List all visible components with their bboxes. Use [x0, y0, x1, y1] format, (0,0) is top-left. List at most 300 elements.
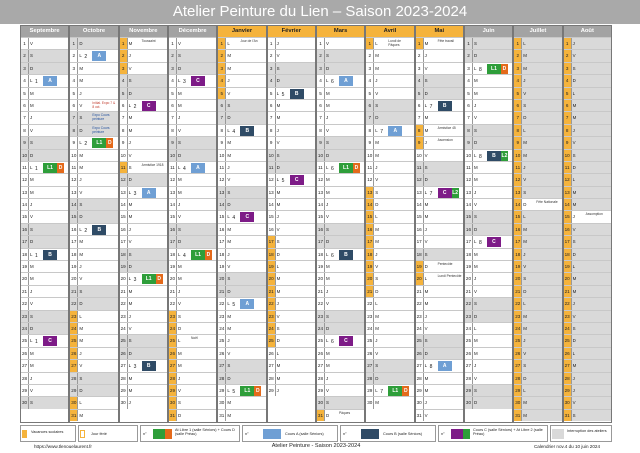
day-cell [564, 62, 611, 74]
course-L1-badge[interactable]: L1 [487, 64, 501, 74]
day-letter: L [375, 214, 378, 220]
day-cell [21, 272, 68, 284]
session-number: 3 [133, 190, 137, 197]
day-letter: L [79, 400, 82, 406]
day-letter: V [325, 387, 329, 393]
day-cell [21, 396, 68, 408]
footer-url[interactable]: https://www.tlenouelaurent.fr [34, 444, 92, 449]
day-number: 9 [218, 137, 226, 148]
day-letter: J [375, 338, 378, 344]
day-cell [416, 136, 463, 148]
day-number: 25 [416, 335, 424, 346]
day-cell [169, 248, 216, 260]
course-A-badge[interactable]: A [240, 299, 254, 309]
course-L1-badge[interactable]: L1 [142, 274, 156, 284]
course-D-badge[interactable]: D [108, 140, 112, 147]
day-cell [218, 74, 265, 86]
day-number: 10 [21, 150, 29, 161]
l1-swatch [153, 429, 165, 439]
day-letter: M [572, 288, 577, 294]
day-number: 3 [317, 63, 325, 74]
day-letter: M [227, 152, 231, 158]
day-letter: M [572, 276, 577, 282]
legend-vacances [20, 425, 76, 442]
day-cell [564, 74, 611, 86]
course-L1-badge[interactable]: L1 [43, 163, 57, 173]
day-cell [465, 74, 512, 86]
day-letter: J [375, 78, 378, 84]
day-number: 26 [21, 348, 29, 359]
day-number: 27 [416, 360, 424, 371]
day-number: 17 [366, 236, 374, 247]
day-number: 16 [366, 224, 374, 235]
day-number: 6 [564, 100, 572, 111]
day-letter: M [325, 264, 330, 270]
day-letter: S [177, 53, 181, 59]
day-cell [564, 396, 611, 408]
day-number: 3 [366, 63, 374, 74]
session-number: 3 [182, 79, 186, 86]
day-cell [514, 285, 561, 297]
day-cell [416, 124, 463, 136]
day-number: 2 [218, 50, 226, 61]
day-letter: M [424, 127, 429, 133]
day-cell [514, 347, 561, 359]
day-number: 21 [564, 286, 572, 297]
day-number: 29 [317, 385, 325, 396]
day-number: 14 [465, 199, 473, 210]
course-D-badge[interactable]: D [58, 164, 63, 171]
l2-swatch [463, 429, 470, 439]
course-B-badge[interactable]: B [142, 361, 156, 371]
day-cell [169, 334, 216, 346]
day-number: 5 [169, 88, 177, 99]
course-D-badge[interactable]: D [354, 164, 359, 171]
course-D-badge[interactable]: D [157, 276, 161, 283]
day-cell [366, 136, 413, 148]
day-number: 28 [218, 373, 226, 384]
course-C-badge[interactable]: C [438, 188, 452, 198]
course-L2-badge[interactable]: L2 [501, 152, 508, 159]
day-number: 4 [465, 75, 473, 86]
day-cell [169, 210, 216, 222]
day-letter: S [177, 400, 181, 406]
day-cell [564, 198, 611, 210]
day-cell [465, 310, 512, 322]
course-B-badge[interactable]: B [92, 225, 106, 235]
day-number: 27 [70, 360, 78, 371]
day-number: 9 [70, 137, 78, 148]
day-cell [317, 272, 364, 284]
course-D-badge[interactable]: D [206, 251, 211, 258]
course-B-badge[interactable]: B [339, 250, 353, 260]
day-cell [564, 99, 611, 111]
course-A-badge[interactable]: A [142, 188, 156, 198]
day-letter: D [276, 78, 280, 84]
day-cell [366, 334, 413, 346]
course-B-badge[interactable]: B [43, 250, 57, 260]
day-number: 15 [514, 211, 522, 222]
day-number: 12 [366, 174, 374, 185]
day-cell [218, 49, 265, 61]
day-cell [366, 359, 413, 371]
day-number: 7 [317, 112, 325, 123]
day-letter: L [177, 338, 181, 344]
day-letter: L [79, 313, 82, 319]
day-cell [465, 248, 512, 260]
day-cell [366, 347, 413, 359]
day-cell [218, 161, 265, 173]
session-number: 7 [429, 190, 433, 197]
day-letter: M [523, 412, 527, 418]
day-cell [465, 149, 512, 161]
day-number: 17 [268, 236, 276, 247]
page-title: Atelier Peinture du Lien – Saison 2023-2024 [172, 3, 468, 20]
day-letter: V [523, 177, 527, 183]
day-cell [564, 186, 611, 198]
day-cell [465, 372, 512, 384]
day-cell [317, 87, 364, 99]
day-number: 24 [120, 323, 128, 334]
course-C-badge[interactable]: C [339, 336, 353, 346]
day-number: 21 [218, 286, 226, 297]
day-letter: M [276, 202, 281, 208]
day-number: 20 [21, 273, 29, 284]
day-letter: L [79, 226, 82, 232]
day-letter: D [177, 412, 182, 418]
day-number: 4 [70, 75, 78, 86]
day-cell [416, 359, 463, 371]
day-letter: V [177, 41, 181, 46]
day-number: 28 [465, 373, 473, 384]
day-letter: M [30, 363, 34, 369]
day-number: 6 [416, 100, 424, 111]
course-L1-badge[interactable]: L1 [388, 386, 402, 396]
day-cell [366, 248, 413, 260]
course-C-badge[interactable]: C [142, 101, 156, 111]
day-letter: M [375, 313, 379, 319]
day-number: 27 [564, 360, 572, 371]
day-cell [120, 124, 167, 136]
course-C-badge[interactable]: C [487, 237, 501, 247]
day-cell [317, 409, 364, 421]
day-cell [416, 111, 463, 123]
day-number: 26 [268, 348, 276, 359]
course-A-badge[interactable]: A [339, 76, 353, 86]
day-cell [416, 235, 463, 247]
course-A-badge[interactable]: A [388, 126, 402, 136]
day-cell [317, 186, 364, 198]
course-L1-badge[interactable]: L1 [339, 163, 353, 173]
course-L1-badge[interactable]: L1 [240, 386, 254, 396]
day-cell [120, 235, 167, 247]
day-cell [120, 99, 167, 111]
day-letter: J [473, 276, 477, 282]
day-letter: M [375, 140, 379, 146]
day-cell [564, 334, 611, 346]
day-cell [416, 334, 463, 346]
day-letter: M [276, 288, 281, 294]
day-number: 6 [268, 100, 276, 111]
day-letter: M [30, 350, 34, 356]
day-letter: L [375, 127, 378, 133]
course-C-badge[interactable]: C [191, 76, 205, 86]
day-number: 4 [514, 75, 522, 86]
day-letter: S [79, 115, 83, 121]
day-letter: M [177, 189, 182, 195]
day-cell [465, 359, 512, 371]
course-L1-badge[interactable]: L1 [191, 250, 205, 260]
day-letter: J [79, 177, 82, 183]
day-cell [564, 223, 611, 235]
day-letter: L [325, 338, 329, 344]
day-cell [514, 149, 561, 161]
day-letter: S [424, 78, 428, 84]
day-number: 16 [416, 224, 424, 235]
day-cell [218, 297, 265, 309]
day-letter: M [177, 363, 182, 369]
day-letter: S [424, 338, 428, 344]
day-number: 29 [218, 385, 226, 396]
day-letter: V [375, 264, 379, 270]
day-letter: M [227, 412, 231, 418]
course-A-badge[interactable]: A [43, 76, 57, 86]
day-cell [564, 384, 611, 396]
day-cell [268, 136, 315, 148]
day-letter: V [79, 189, 83, 195]
day-letter: M [523, 400, 527, 406]
day-cell [70, 161, 117, 173]
course-L1-badge[interactable]: L1 [92, 138, 106, 148]
day-letter: J [276, 387, 279, 393]
day-number: 17 [169, 236, 177, 247]
day-number: 7 [218, 112, 226, 123]
day-cell [465, 136, 512, 148]
day-number: 18 [416, 249, 424, 260]
day-letter: S [30, 53, 33, 59]
session-number: 1 [35, 165, 38, 172]
day-number: 12 [218, 174, 226, 185]
day-cell [317, 198, 364, 210]
day-cell [70, 396, 117, 408]
day-cell [268, 322, 315, 334]
day-letter: M [128, 214, 133, 220]
day-letter: M [424, 41, 429, 46]
day-letter: J [30, 375, 33, 381]
day-number: 16 [120, 224, 128, 235]
day-number: 9 [416, 137, 424, 148]
day-cell [21, 322, 68, 334]
day-letter: D [375, 375, 379, 381]
day-letter: V [424, 412, 428, 418]
day-cell [366, 384, 413, 396]
day-cell [465, 272, 512, 284]
day-number: 30 [317, 397, 325, 408]
day-letter: J [128, 400, 131, 406]
course-B-badge[interactable]: B [438, 101, 452, 111]
title-bar [0, 0, 640, 24]
course-B-badge[interactable]: B [290, 89, 304, 99]
day-number: 16 [268, 224, 276, 235]
day-cell [21, 149, 68, 161]
day-cell [218, 248, 265, 260]
day-number: 3 [169, 63, 177, 74]
course-A-badge[interactable]: A [191, 163, 205, 173]
day-letter: D [128, 177, 132, 183]
day-letter: L [325, 78, 329, 84]
day-cell [70, 384, 117, 396]
day-letter: S [523, 276, 527, 282]
day-number: 18 [169, 249, 177, 260]
day-cell [564, 409, 611, 421]
day-cell [317, 37, 364, 49]
day-letter: S [325, 140, 329, 146]
day-number: 22 [465, 298, 473, 309]
day-letter: J [523, 338, 526, 344]
course-D-badge[interactable]: D [256, 387, 260, 394]
day-note: Ascension [437, 138, 453, 143]
day-number: 21 [416, 286, 424, 297]
day-letter: J [523, 164, 526, 170]
day-cell [514, 111, 561, 123]
day-number: 26 [70, 348, 78, 359]
day-note: Expo Cours peinture [92, 125, 110, 134]
day-cell [465, 99, 512, 111]
month-4 [217, 25, 266, 423]
day-cell [120, 396, 167, 408]
course-D-badge[interactable]: D [403, 387, 408, 394]
day-number: 5 [564, 88, 572, 99]
day-number: 21 [366, 286, 374, 297]
day-number: 27 [21, 360, 29, 371]
day-letter: L [128, 102, 132, 108]
course-A-badge[interactable]: A [92, 51, 106, 61]
day-cell [514, 359, 561, 371]
day-cell [218, 372, 265, 384]
day-number: 17 [317, 236, 325, 247]
interruption-swatch [552, 429, 564, 439]
session-number: 8 [478, 66, 482, 73]
day-cell [514, 248, 561, 260]
day-number: 1 [514, 38, 522, 49]
day-cell [514, 260, 561, 272]
day-cell [416, 149, 463, 161]
day-letter: L [276, 177, 280, 183]
day-number: 30 [70, 397, 78, 408]
day-number: 12 [268, 174, 276, 185]
legend-a-n: n° [245, 432, 249, 436]
day-letter: L [375, 301, 378, 307]
day-number: 11 [268, 162, 276, 173]
day-letter: S [128, 251, 132, 257]
day-cell [218, 37, 265, 49]
day-cell [70, 173, 117, 185]
day-cell [366, 186, 413, 198]
day-number: 15 [564, 211, 572, 222]
day-number: 3 [564, 63, 572, 74]
day-letter: M [79, 164, 83, 170]
day-cell [564, 136, 611, 148]
day-cell [120, 272, 167, 284]
course-C-badge[interactable]: C [43, 336, 57, 346]
day-cell [564, 87, 611, 99]
day-letter: S [30, 226, 33, 232]
course-B-badge[interactable]: B [240, 126, 254, 136]
day-cell [564, 124, 611, 136]
day-cell [268, 334, 315, 346]
day-number: 12 [465, 174, 473, 185]
day-number: 14 [317, 199, 325, 210]
footer-version: Calendrier nov.4 du 10 juin 2024 [533, 444, 600, 449]
day-number: 25 [268, 335, 276, 346]
course-D-badge[interactable]: D [502, 65, 507, 72]
day-number: 18 [21, 249, 29, 260]
course-B-badge[interactable]: B [487, 151, 501, 161]
course-L2-badge[interactable]: L2 [452, 189, 459, 196]
day-cell [21, 37, 68, 49]
day-number: 17 [21, 236, 29, 247]
day-letter: V [325, 127, 329, 133]
day-cell [416, 248, 463, 260]
day-letter: J [276, 301, 279, 307]
day-number: 11 [564, 162, 572, 173]
day-cell [169, 149, 216, 161]
day-letter: S [523, 363, 527, 369]
course-C-badge[interactable]: C [240, 212, 254, 222]
day-number: 8 [416, 125, 424, 136]
session-number: 8 [478, 240, 482, 247]
session-number: 4 [232, 128, 236, 135]
day-number: 11 [317, 162, 325, 173]
day-number: 31 [317, 410, 325, 421]
day-cell [317, 62, 364, 74]
day-cell [465, 124, 512, 136]
day-cell [416, 186, 463, 198]
session-number: 1 [35, 339, 38, 346]
day-number: 18 [564, 249, 572, 260]
day-number: 20 [268, 273, 276, 284]
day-letter: V [473, 115, 477, 121]
day-number: 8 [120, 125, 128, 136]
course-C-badge[interactable]: C [290, 175, 304, 185]
day-cell [317, 111, 364, 123]
day-number: 17 [218, 236, 226, 247]
day-cell [70, 347, 117, 359]
day-number: 21 [268, 286, 276, 297]
course-A-badge[interactable]: A [438, 361, 452, 371]
day-cell [268, 37, 315, 49]
day-number: 9 [317, 137, 325, 148]
day-number: 11 [169, 162, 177, 173]
day-number: 16 [169, 224, 177, 235]
day-number: 18 [514, 249, 522, 260]
day-cell [218, 272, 265, 284]
day-letter: M [79, 239, 83, 245]
day-cell [120, 37, 167, 49]
day-cell [317, 310, 364, 322]
day-note: Lundi Pentecôte [437, 274, 462, 279]
day-letter: M [227, 325, 231, 331]
session-number: 7 [380, 128, 384, 135]
day-letter: M [79, 65, 83, 71]
day-cell [465, 235, 512, 247]
day-letter: L [325, 164, 329, 170]
day-number: 15 [218, 211, 226, 222]
day-cell [514, 235, 561, 247]
day-cell [514, 272, 561, 284]
day-cell [416, 372, 463, 384]
day-cell [366, 37, 413, 49]
